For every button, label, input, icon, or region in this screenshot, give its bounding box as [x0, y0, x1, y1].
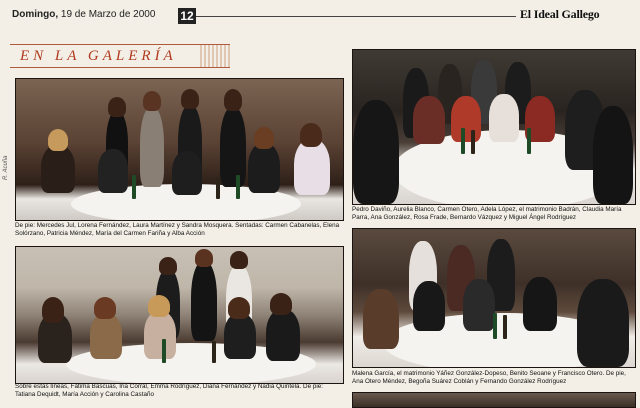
header-date-text: 19 de Marzo de 2000: [60, 9, 156, 20]
person: [593, 106, 633, 204]
person-hair: [181, 89, 199, 109]
header-rule: [196, 16, 516, 17]
photo-group-table-adults: [352, 49, 636, 205]
photo-credit: R. Acuña: [3, 155, 9, 180]
person: [294, 139, 330, 195]
person-hair: [254, 127, 274, 149]
wine-bottle: [162, 339, 166, 363]
photo-group-young-women: [15, 78, 344, 221]
wine-bottle: [503, 315, 507, 339]
person: [220, 107, 246, 187]
person: [413, 96, 445, 144]
person-hair: [48, 129, 68, 151]
person-hair: [143, 91, 161, 111]
person: [144, 311, 176, 359]
person-hair: [230, 251, 248, 269]
section-title: EN LA GALERÍA: [20, 48, 177, 64]
header-day: Domingo,: [12, 9, 59, 20]
wine-bottle: [527, 128, 531, 154]
person-hair: [42, 297, 64, 323]
person-hair: [94, 297, 116, 319]
caption-bottom-left: Sobre estas líneas, Fátima Bascuas, Iria Corral, Emma Rodríguez, Diana Fernández y Nadia Quintela. De pie: Tatiana Dequidt, María Acción y Carolina Castaño: [15, 383, 323, 398]
person: [172, 151, 202, 195]
person: [90, 313, 122, 359]
wine-bottle: [471, 130, 475, 154]
page-number: 12: [178, 8, 196, 24]
person-hair: [300, 123, 322, 147]
wine-bottle: [493, 313, 497, 339]
person-hair: [159, 257, 177, 275]
photo-partial-bottom: [352, 392, 636, 408]
wine-bottle: [461, 128, 465, 154]
wine-bottle: [132, 175, 136, 199]
person: [224, 313, 256, 359]
caption-top-left: De pie: Mercedes Jul, Lorena Fernández, Laura Martínez y Sandra Mosquera. Sentadas: Carmen Cabanelas, Elena Solórzano, Patricia Méndez, María del Carmen Fariña y Alba Acción: [15, 222, 340, 237]
person: [451, 96, 481, 142]
person: [363, 289, 399, 349]
section-banner-pattern: [200, 45, 230, 67]
person: [489, 94, 519, 142]
wine-bottle: [236, 175, 240, 199]
photo-group-young-women-2: [15, 246, 344, 384]
caption-bottom-right: Malena García, el matrimonio Yáñez González-Dopeso, Benito Seoane y Francisco Otero. De pie, Ana Otero Méndez, Begoña Suárez Coblán y Fernando González Rodríguez: [352, 370, 626, 385]
person-hair: [228, 297, 250, 319]
person: [523, 277, 557, 331]
caption-top-right: Pedro Daviño, Aurelia Blanco, Carmen Otero, Adela López, el matrimonio Badrán, Claudia María Parra, Ana González, Rosa Frade, Bernardo Vázquez y Miguel Ángel Rodríguez: [352, 206, 622, 221]
header-date: [12, 9, 155, 20]
person: [353, 100, 399, 204]
person: [413, 281, 445, 331]
person-hair: [195, 249, 213, 267]
person: [577, 279, 629, 367]
wine-bottle: [212, 341, 216, 363]
person-hair: [224, 89, 242, 111]
section-banner: [10, 44, 230, 68]
person: [248, 143, 280, 193]
person-hair: [108, 97, 126, 117]
wine-bottle: [216, 177, 220, 199]
person: [191, 261, 217, 341]
person-hair: [148, 295, 170, 317]
page-header: [0, 0, 640, 28]
person: [463, 279, 495, 331]
person: [41, 145, 75, 193]
person: [266, 309, 300, 361]
person-hair: [270, 293, 292, 315]
person: [98, 149, 128, 193]
photo-group-table-adults-2: [352, 228, 636, 368]
person: [140, 107, 164, 187]
masthead: El Ideal Gallego: [520, 7, 600, 21]
